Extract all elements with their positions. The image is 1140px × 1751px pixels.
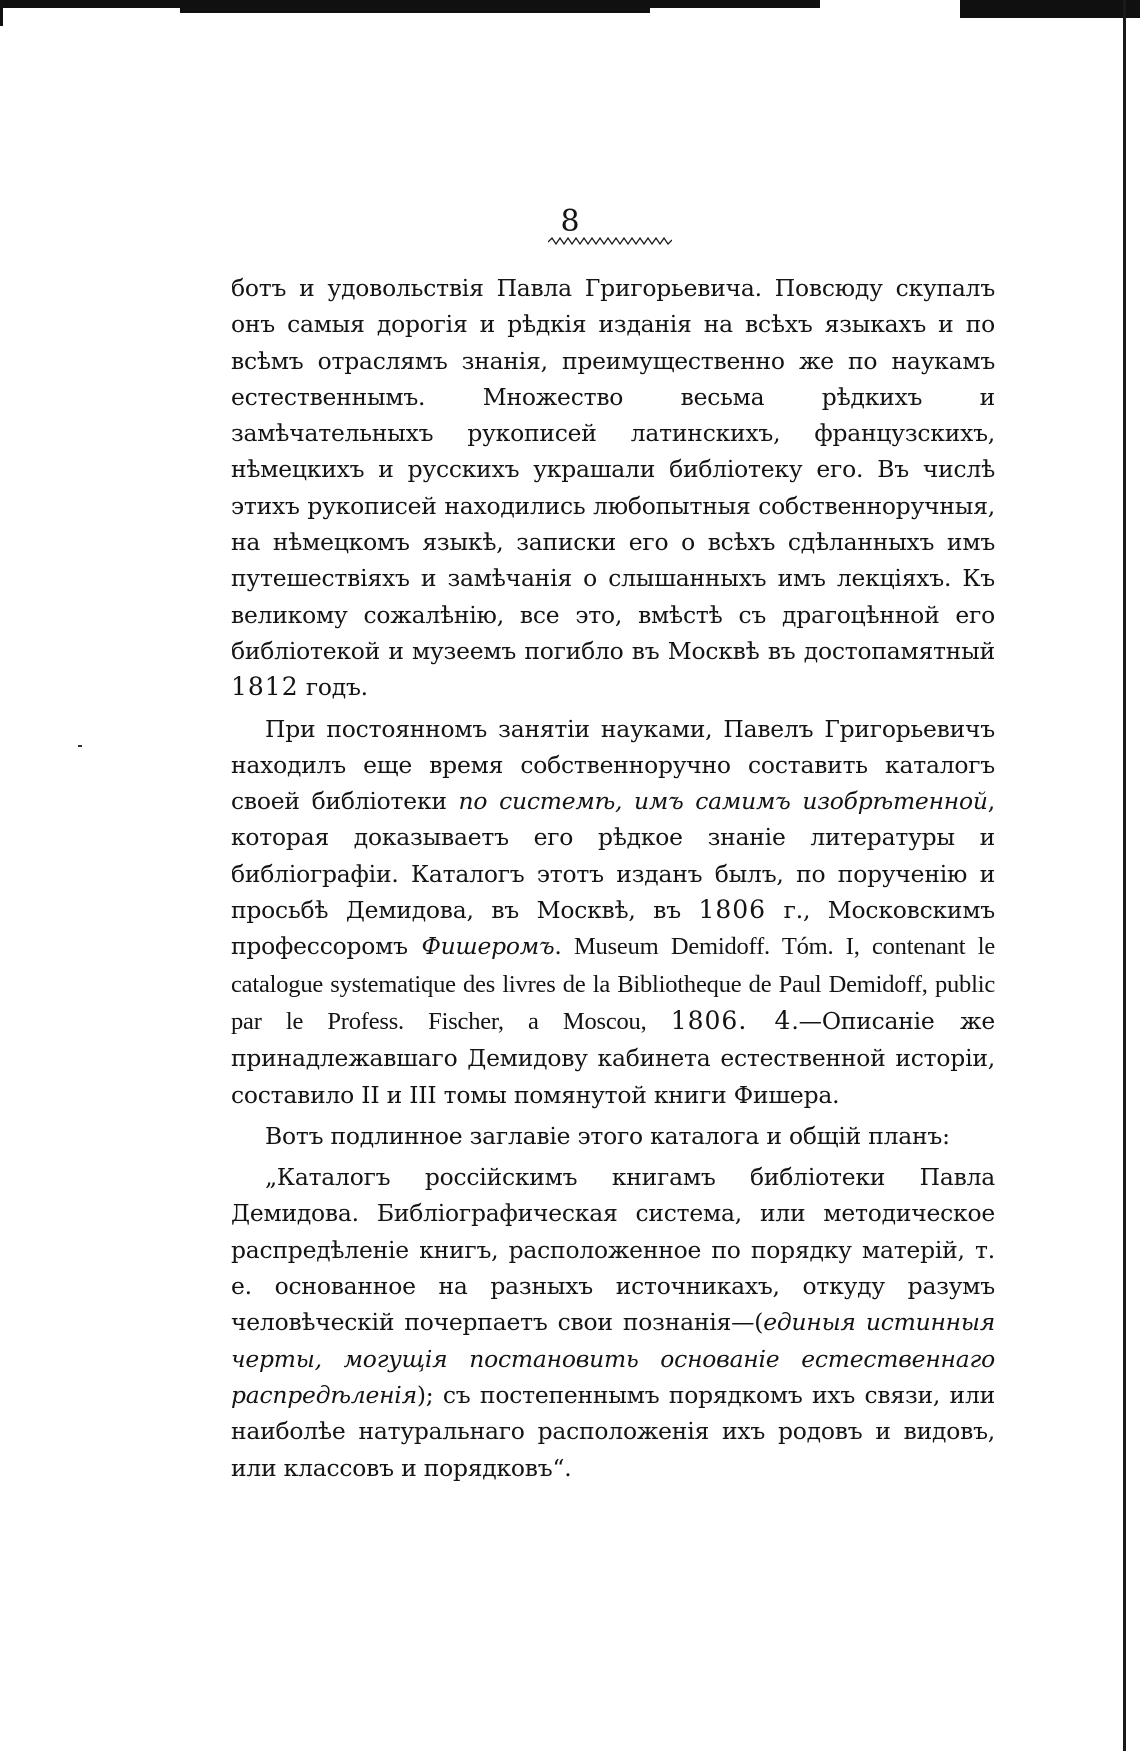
latin-citation: Museum Demidoff. Tóm. I, contenant le catalogue systematique des livres de la Bibliotheque de Paul Demidoff, public par le Profess. Fischer, a Moscou, [231, 933, 995, 1035]
page-text [231, 270, 995, 1486]
italic-name: Фишеромъ [421, 932, 555, 961]
scan-left-edge [0, 0, 3, 26]
margin-speck [78, 745, 82, 747]
paragraph-continued: ботъ и удовольствія Павла Григорьевича. Повсюду скупалъ онъ самыя дорогія и рѣдкія изданія на всѣхъ языкахъ и по всѣмъ отраслямъ знанія, преимущественно же по наукамъ естественнымъ. Множество весьма рѣдкихъ и замѣчательныхъ рукописей латинскихъ, французскихъ, нѣмецкихъ и русскихъ украшали библіотеку его. Въ числѣ этихъ рукописей находились любопытныя собственноручныя, на нѣмецкомъ языкѣ, записки его о всѣхъ сдѣланныхъ имъ путешествіяхъ и замѣчанія о слышанныхъ имъ лекціяхъ. Къ великому сожалѣнію, все это, вмѣстѣ съ драгоцѣнной его библіотекой и музеемъ погибло въ Москвѣ въ достопамятный 1812 годъ. [231, 274, 995, 702]
paragraph-title-intro: Вотъ подлинное заглавіе этого каталога и общій планъ: [265, 1121, 950, 1150]
paragraph-catalogue: При постоянномъ занятіи науками, Павелъ Григорьевичъ находилъ еще время собственноручно составить каталогъ своей библіотеки по системѣ, имъ самимъ изобрѣтенной, которая доказываетъ его рѣдкое знаніе литературы и библіографіи. Каталогъ этотъ изданъ былъ, по порученію и просьбѣ Демидова, въ Москвѣ, въ 1806 г., Московскимъ профессоромъ Фишеромъ. Museum Demidoff. Tóm. I, contenant le catalogue systematique des livres de la Bibliotheque de Paul Demidoff, public par le Profess. Fischer, a Moscou, 1806. 4.—Описаніе же принадлежавшаго Демидову кабинета естественной исторіи, составило II и III томы помянутой книги Фишера. [231, 714, 995, 1109]
italic-quote-phrase: единыя истинныя черты, могущія постановить основаніе естественнаго распредѣленія [231, 1308, 996, 1409]
italic-phrase: по системѣ, имъ самимъ изобрѣтенной [458, 787, 988, 816]
wavy-rule-ornament [548, 236, 672, 246]
scan-top-edge [0, 0, 1140, 20]
scan-right-edge [1123, 0, 1126, 1751]
page-number: 8 [560, 204, 580, 239]
paragraph-quote: „Каталогъ россійскимъ книгамъ библіотеки Павла Демидова. Библіографическая система, или методическое распредѣленіе книгъ, расположенное по порядку матерій, т. е. основанное на разныхъ источникахъ, откуду разумъ человѣческій почерпаетъ свои познанія—(единыя истинныя черты, могущія постановить основаніе естественнаго распредѣленія); съ постепеннымъ порядкомъ ихъ связи, или наиболѣе натуральнаго расположенія ихъ родовъ и видовъ, или классовъ и порядковъ“. [231, 1163, 996, 1482]
